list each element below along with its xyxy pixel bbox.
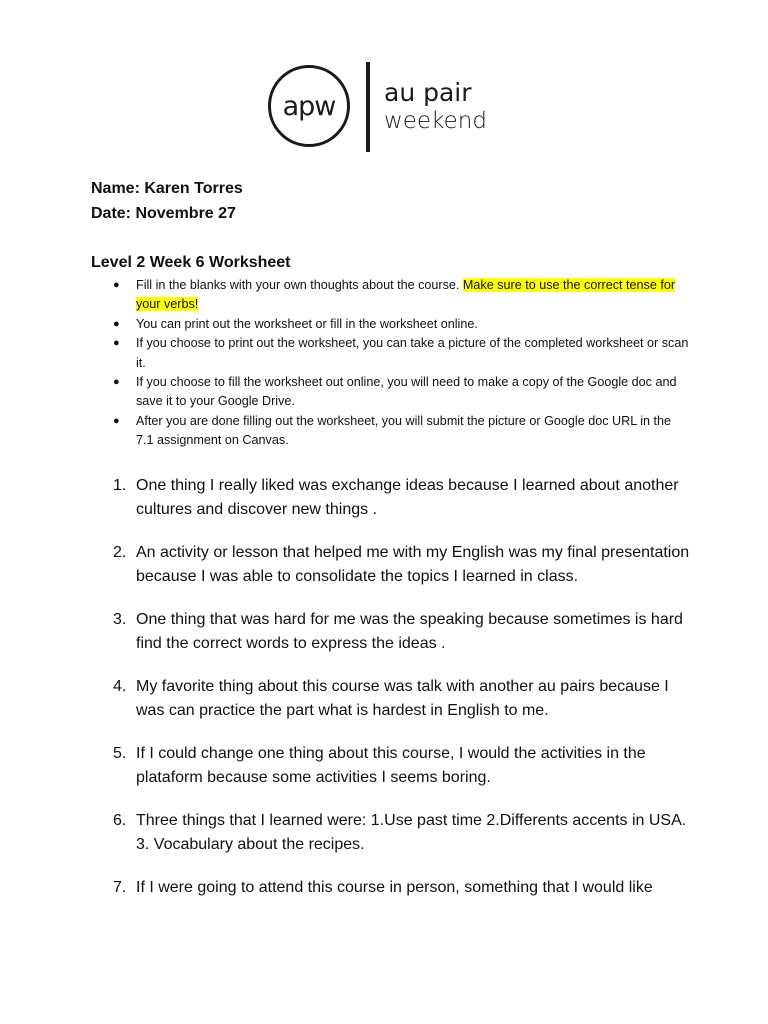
answer-number: 3. (113, 611, 127, 628)
apw-logo (268, 62, 508, 154)
answer-text: If I were going to attend this course in person, something that I would like (136, 879, 653, 896)
logo-circle-mark: apw (268, 65, 350, 147)
instruction-item (91, 412, 691, 451)
instruction-text: You can print out the worksheet or fill in the worksheet online. (136, 316, 478, 331)
instruction-text: After you are done filling out the worksheet, you will submit the picture or Google doc URL in the 7.1 assignment on Canvas. (136, 413, 672, 448)
answer-item (91, 809, 691, 856)
answers-list (91, 474, 691, 900)
bullet-icon: ● (113, 317, 120, 330)
instruction-item (91, 276, 691, 315)
student-name: Name: Karen Torres (91, 180, 243, 197)
bullet-icon: ● (113, 279, 120, 291)
logo-divider (366, 62, 370, 152)
answer-number: 6. (113, 812, 127, 829)
bullet-icon: ● (113, 376, 120, 389)
answer-text: Three things that I learned were: 1.Use past time 2.Differents accents in USA. 3. Vocabulary about the recipes. (136, 812, 687, 853)
answer-item (91, 876, 691, 900)
answer-item (91, 675, 691, 722)
answer-text: My favorite thing about this course was talk with another au pairs because I was can practice the part what is hardest in English to me. (136, 678, 669, 719)
instruction-item (91, 315, 691, 334)
answer-number: 5. (113, 745, 127, 762)
answer-item (91, 608, 691, 655)
student-info (91, 176, 243, 226)
instruction-text: Fill in the blanks with your own thoughts about the course. (136, 278, 463, 292)
answer-number: 4. (113, 678, 127, 695)
instruction-item (91, 334, 691, 373)
answer-text: An activity or lesson that helped me with my English was my final presentation because I was able to consolidate the topics I learned in class. (136, 544, 690, 585)
instructions-list (91, 276, 691, 451)
logo-wordmark-line1: au pair (384, 78, 472, 107)
worksheet-title: Level 2 Week 6 Worksheet (91, 254, 291, 271)
bullet-icon: ● (113, 337, 120, 350)
answer-number: 7. (113, 879, 127, 896)
answer-text: One thing that was hard for me was the speaking because sometimes is hard find the correct words to express the ideas . (136, 611, 683, 652)
answer-item (91, 541, 691, 588)
answer-number: 2. (113, 544, 127, 561)
answer-text: One thing I really liked was exchange ideas because I learned about another cultures and discover new things . (136, 477, 679, 518)
instruction-text: If you choose to print out the worksheet, you can take a picture of the completed worksheet or scan it. (136, 336, 689, 370)
answer-text: If I could change one thing about this course, I would the activities in the plataform because some activities I seems boring. (136, 745, 646, 786)
instruction-item (91, 373, 691, 412)
answer-item (91, 474, 691, 521)
logo-wordmark-line2: weekend (384, 108, 487, 134)
worksheet-date: Date: Novembre 27 (91, 205, 236, 222)
highlighted-instruction: Make sure to use the correct tense for your verbs! (136, 278, 676, 312)
answer-item (91, 742, 691, 789)
bullet-icon: ● (113, 414, 120, 427)
answer-number: 1. (113, 477, 127, 494)
instruction-text: If you choose to fill the worksheet out online, you will need to make a copy of the Google doc and save it to your Google Drive. (136, 375, 677, 409)
